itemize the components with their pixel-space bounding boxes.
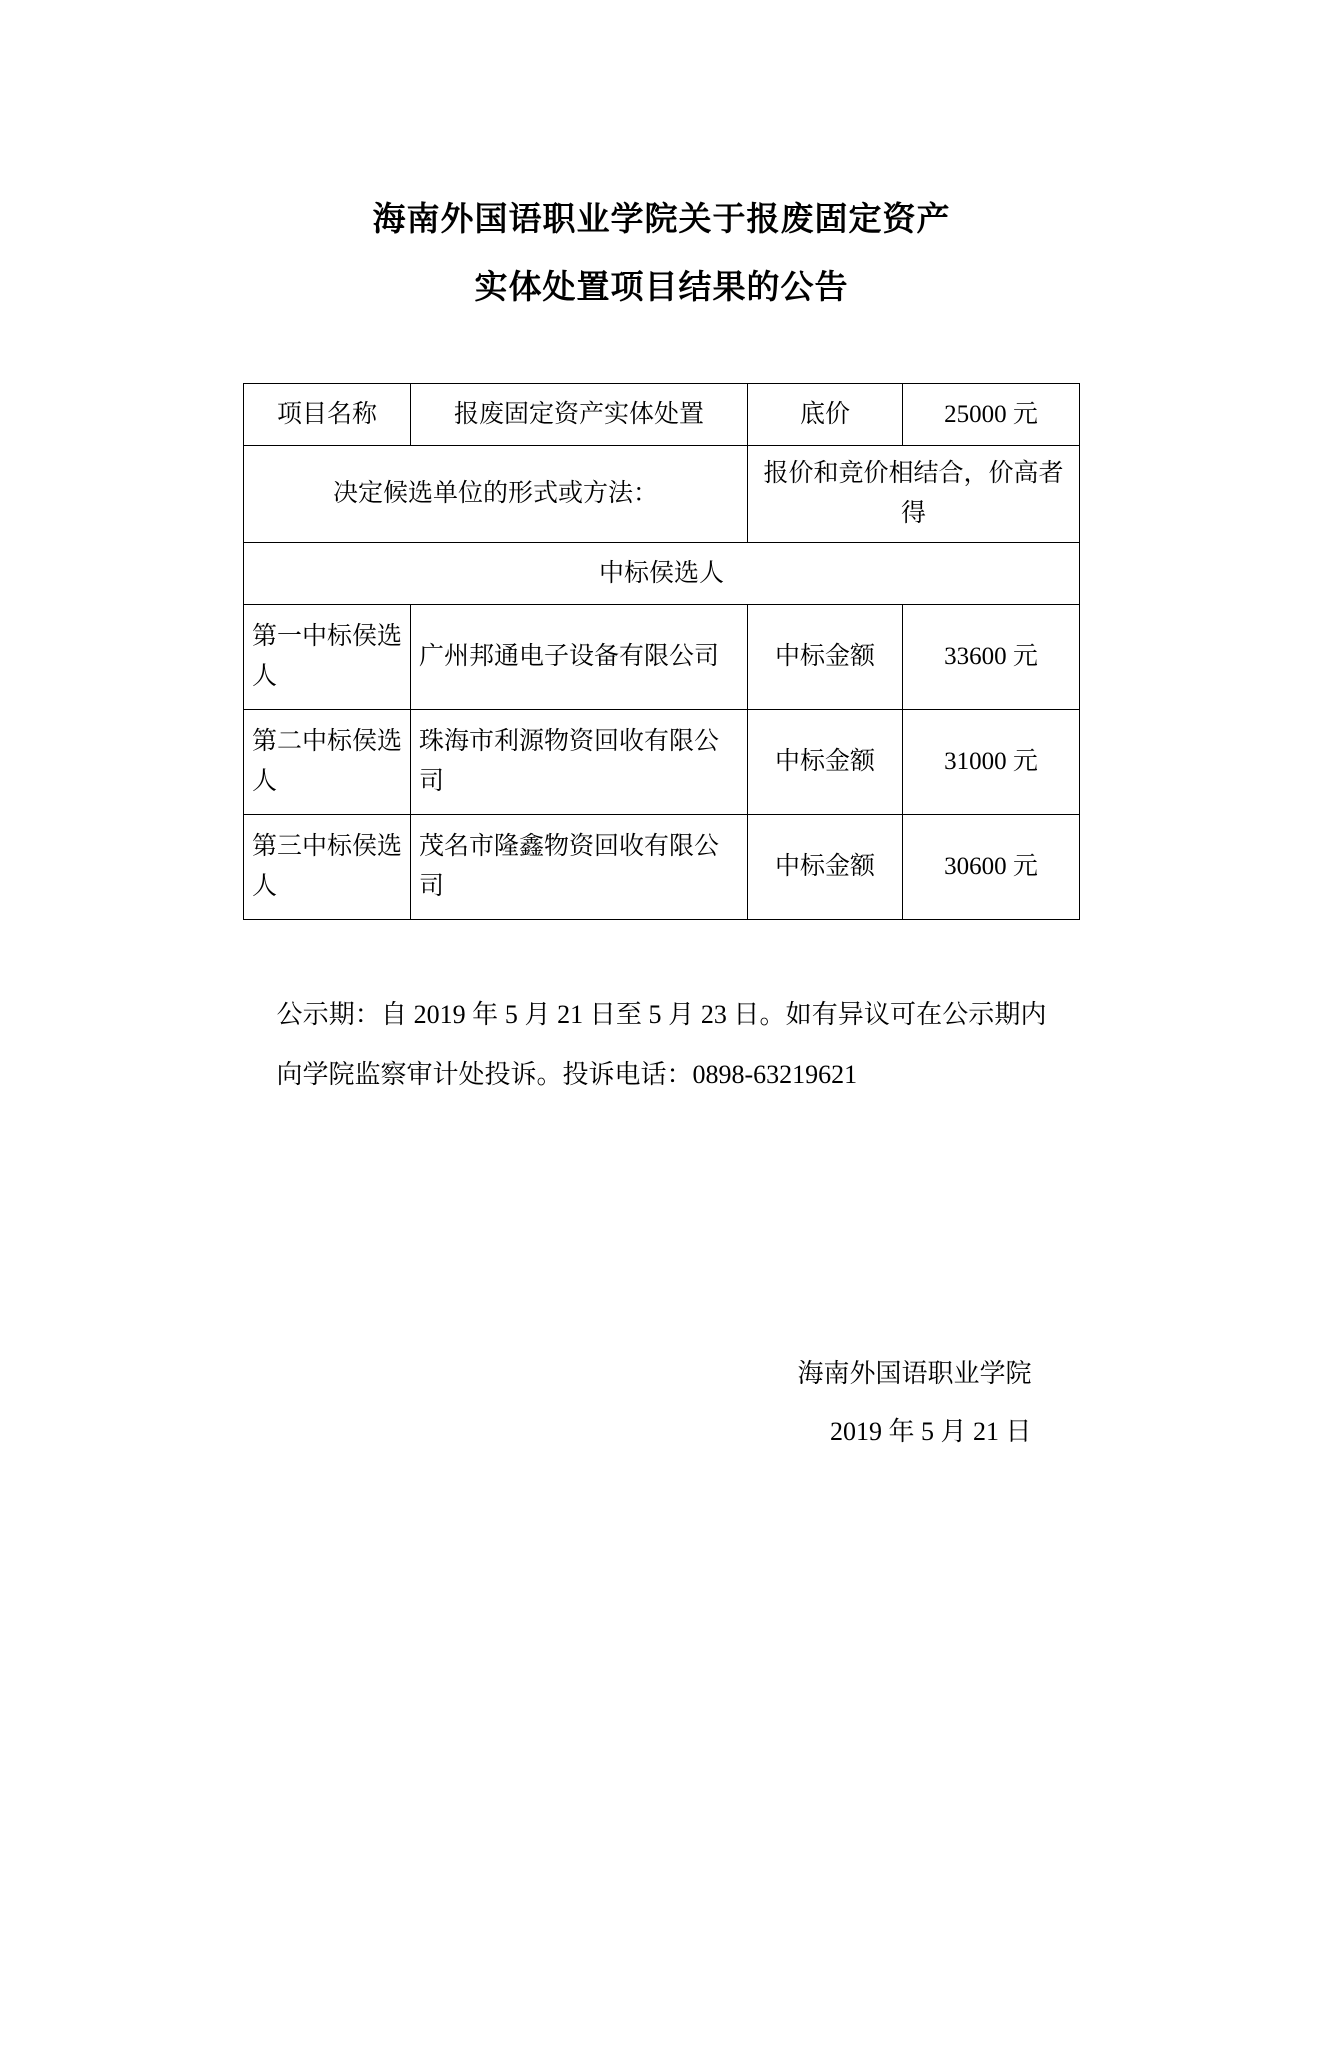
candidate-rank-label: 第一中标侯选人 [244, 605, 411, 710]
candidate-amount: 30600 元 [903, 815, 1080, 920]
document-page [0, 185, 1323, 2056]
table-row [244, 605, 1080, 710]
bid-result-table [243, 383, 1080, 920]
candidate-rank-label: 第三中标侯选人 [244, 815, 411, 920]
base-price-value: 25000 元 [903, 384, 1080, 446]
candidate-company: 珠海市利源物资回收有限公司 [411, 710, 748, 815]
candidate-amount-label: 中标金额 [748, 605, 903, 710]
table-row [244, 815, 1080, 920]
project-name-value: 报废固定资产实体处置 [411, 384, 748, 446]
project-name-label: 项目名称 [244, 384, 411, 446]
signature-organization: 海南外国语职业学院 [797, 1359, 1032, 1388]
signature-date: 2019 年 5 月 21 日 [829, 1417, 1032, 1446]
candidate-company: 广州邦通电子设备有限公司 [411, 605, 748, 710]
page-title [0, 185, 1323, 321]
candidate-rank-label: 第二中标侯选人 [244, 710, 411, 815]
candidate-amount: 31000 元 [903, 710, 1080, 815]
table-row-method [244, 446, 1080, 543]
title-line-2: 实体处置项目结果的公告 [474, 267, 849, 306]
candidate-amount-label: 中标金额 [748, 815, 903, 920]
method-label: 决定候选单位的形式或方法： [244, 446, 748, 543]
table-row-candidates-header [244, 543, 1080, 605]
table-row-project [244, 384, 1080, 446]
table-row [244, 710, 1080, 815]
candidate-amount-label: 中标金额 [748, 710, 903, 815]
signature-block [262, 1345, 1062, 1461]
candidate-company: 茂名市隆鑫物资回收有限公司 [411, 815, 748, 920]
candidate-amount: 33600 元 [903, 605, 1080, 710]
public-notice-text: 公示期：自 2019 年 5 月 21 日至 5 月 23 日。如有异议可在公示期内向学院监察审计处投诉。投诉电话：0898-63219621 [276, 1000, 1047, 1089]
base-price-label: 底价 [748, 384, 903, 446]
method-value: 报价和竞价相结合，价高者得 [748, 446, 1080, 543]
title-line-1: 海南外国语职业学院关于报废固定资产 [372, 199, 951, 238]
candidates-header-label: 中标侯选人 [244, 543, 1080, 605]
